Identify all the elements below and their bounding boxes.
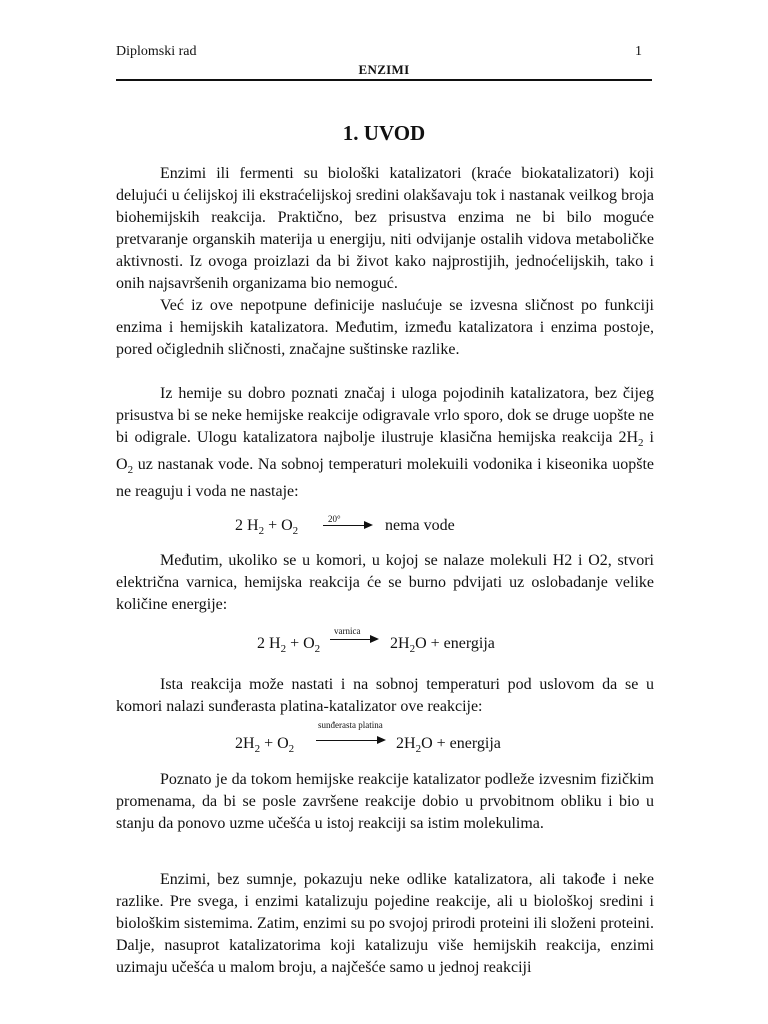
equation-2-arrow-label: varnica [334, 626, 361, 636]
paragraph-intro: Enzimi ili fermenti su biološki katalizatori (kraće biokatalizatori) koji delujući u ćelijskoj ili ekstraćelijskoj sredini olakšavaju tok i nastanak veilkog broja biohemijskih reakcija. Praktično, bez prisustva enzima ne bi bilo moguće pretvaranje organskih materija u energiju, niti odvijanje ostalih vidova metaboličke aktivnosti. Iz ovoga proizlazi da bi život kako najprostijih, jednoćelijskih, tako i onih najsavršenih organizama bio nemoguć. [116, 165, 654, 292]
subscript: 2 [409, 643, 416, 656]
eq-text: + O [264, 517, 293, 534]
eq-text: + O [260, 735, 289, 752]
eq-text: + O [286, 635, 315, 652]
subscript: 2 [638, 437, 644, 450]
subscript: 2 [292, 525, 299, 538]
chapter-title: 1. UVOD [342, 121, 426, 145]
reaction-arrow-icon [330, 639, 377, 640]
eq-text: 2H [396, 735, 416, 752]
equation-1-lhs [235, 517, 298, 537]
subscript: 2 [258, 525, 265, 538]
subscript: 2 [280, 643, 287, 656]
paragraph-platinum: Ista reakcija može nastati i na sobnoj temperaturi pod uslovom da se u komori nalazi sunđerasta platina-katalizator ove reakcije: [116, 676, 654, 715]
equation-1-arrow-label: 20° [328, 514, 341, 524]
reaction-arrow-icon [316, 740, 384, 741]
eq-text: 2H [235, 735, 255, 752]
eq-text: O + energija [421, 735, 501, 752]
page-number: 1 [635, 44, 642, 59]
subscript: 2 [415, 743, 422, 756]
paragraph-catalysts-text-c: uz nastanak vode. Na sobnoj temperaturi molekuili vodonika i kiseonika uopšte ne reaguju i voda ne nastaje: [116, 456, 654, 501]
running-header-section: ENZIMI [358, 62, 410, 77]
eq-text: 2H [390, 635, 410, 652]
paragraph-catalysts-text-b: i O [116, 429, 654, 474]
reaction-arrow-icon [323, 525, 371, 526]
paragraph-catalysts-text-a: Iz hemije su dobro poznati značaj i uloga pojodinih katalizatora, bez čijeg prisustva bi se neke hemijske reakcije odigravale vrlo sporo, dok se druge uopšte ne bi odigrale. Ulogu katalizatora najbolje ilustruje klasična hemijska reakcija 2H [116, 385, 654, 446]
equation-1-rhs: nema vode [385, 517, 455, 534]
paragraph-definition: Već iz ove nepotpune definicije naslućuje se izvesna sličnost po funkciji enzima i hemijskih katalizatora. Međutim, između katalizatora i enzima postoje, pored očiglednih sličnosti, značajne suštinske razlike. [116, 297, 654, 358]
paragraph-enzyme-differences: Enzimi, bez sumnje, pokazuju neke odlike katalizatora, ali takođe i neke razlike. Pre svega, i enzimi katalizuju pojedine reakcije, ali u biološkoj sredini i biološkim sistemima. Zatim, enzimi su po svojoj prirodi proteini ili složeni proteini. Dalje, nasuprot katalizatorima koji katalizuju više hemijskih reakcija, enzimi uzimaju učešća u malom broju, a najčešće samo u jednoj reakciji [116, 871, 654, 976]
equation-2-rhs [390, 635, 495, 655]
equation-2-lhs [257, 635, 320, 655]
eq-text: O + energija [415, 635, 495, 652]
header-rule [116, 79, 652, 81]
equation-3-lhs [235, 735, 294, 755]
equation-3-rhs [396, 735, 501, 755]
paragraph-spark: Međutim, ukoliko se u komori, u kojoj se nalaze molekuli H2 i O2, stvori električna varnica, hemijska reakcija će se burno pdvijati uz oslobadanje velike količine energije: [116, 552, 654, 613]
subscript: 2 [254, 743, 261, 756]
subscript: 2 [288, 743, 295, 756]
subscript: 2 [127, 464, 134, 477]
running-header-thesis: Diplomski rad [116, 44, 197, 59]
eq-text: 2 H [235, 517, 259, 534]
equation-3-arrow-label: sunđerasta platina [318, 720, 383, 730]
subscript: 2 [314, 643, 321, 656]
eq-text: 2 H [257, 635, 281, 652]
paragraph-catalysts [116, 383, 654, 503]
paragraph-catalyst-changes: Poznato je da tokom hemijske reakcije katalizator podleže izvesnim fizičkim promenama, da bi se posle završene reakcije dobio u prvobitnom obliku i bio u stanju da ponovo uzme učešća u istoj reakciji sa istim molekulima. [116, 771, 654, 832]
